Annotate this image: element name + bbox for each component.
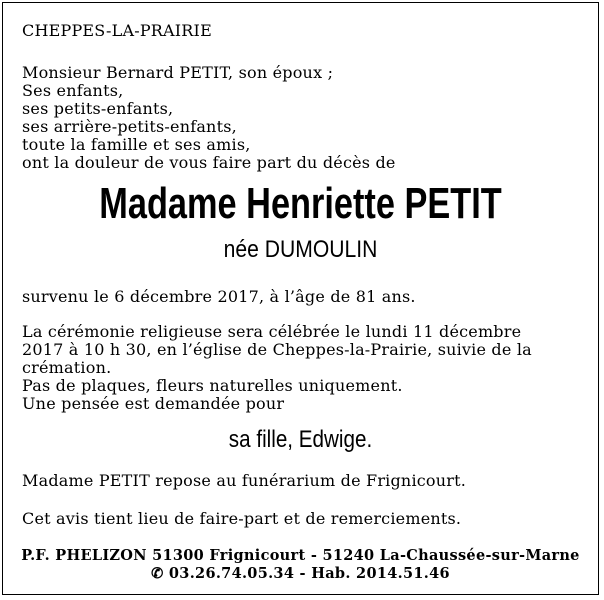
ceremony-line: Pas de plaques, fleurs naturelles uniquement. [22, 376, 403, 395]
family-line: ses arrière-petits-enfants, [22, 117, 237, 136]
thanks-line: Cet avis tient lieu de faire-part et de remerciements. [22, 509, 462, 528]
deceased-name: Madame Henriette PETIT [99, 179, 502, 228]
family-line: toute la famille et ses amis, [22, 135, 251, 154]
death-info: survenu le 6 décembre 2017, à l’âge de 81 ans. [22, 287, 416, 306]
family-line: ont la douleur de vous faire part du décès de [22, 153, 396, 172]
obituary-notice [2, 2, 599, 595]
rest-place: Madame PETIT repose au funérarium de Frignicourt. [22, 471, 467, 490]
funeral-home-phone: ✆ 03.26.74.05.34 - Hab. 2014.51.46 [151, 565, 450, 582]
family-line: ses petits-enfants, [22, 99, 174, 118]
family-line: Monsieur Bernard PETIT, son époux ; [22, 63, 334, 82]
ceremony-line: crémation. [22, 358, 112, 377]
ceremony-line: Une pensée est demandée pour [22, 394, 285, 413]
ceremony-line: La cérémonie religieuse sera célébrée le lundi 11 décembre [22, 322, 522, 341]
ceremony-line: 2017 à 10 h 30, en l’église de Cheppes-la-Prairie, suivie de la [22, 340, 532, 359]
daughter-name: sa fille, Edwige. [228, 426, 373, 453]
location-heading: CHEPPES-LA-PRAIRIE [22, 21, 212, 40]
maiden-name: née DUMOULIN [223, 236, 378, 263]
family-line: Ses enfants, [22, 81, 124, 100]
funeral-home-address: P.F. PHELIZON 51300 Frignicourt - 51240 La-Chaussée-sur-Marne [21, 547, 580, 564]
